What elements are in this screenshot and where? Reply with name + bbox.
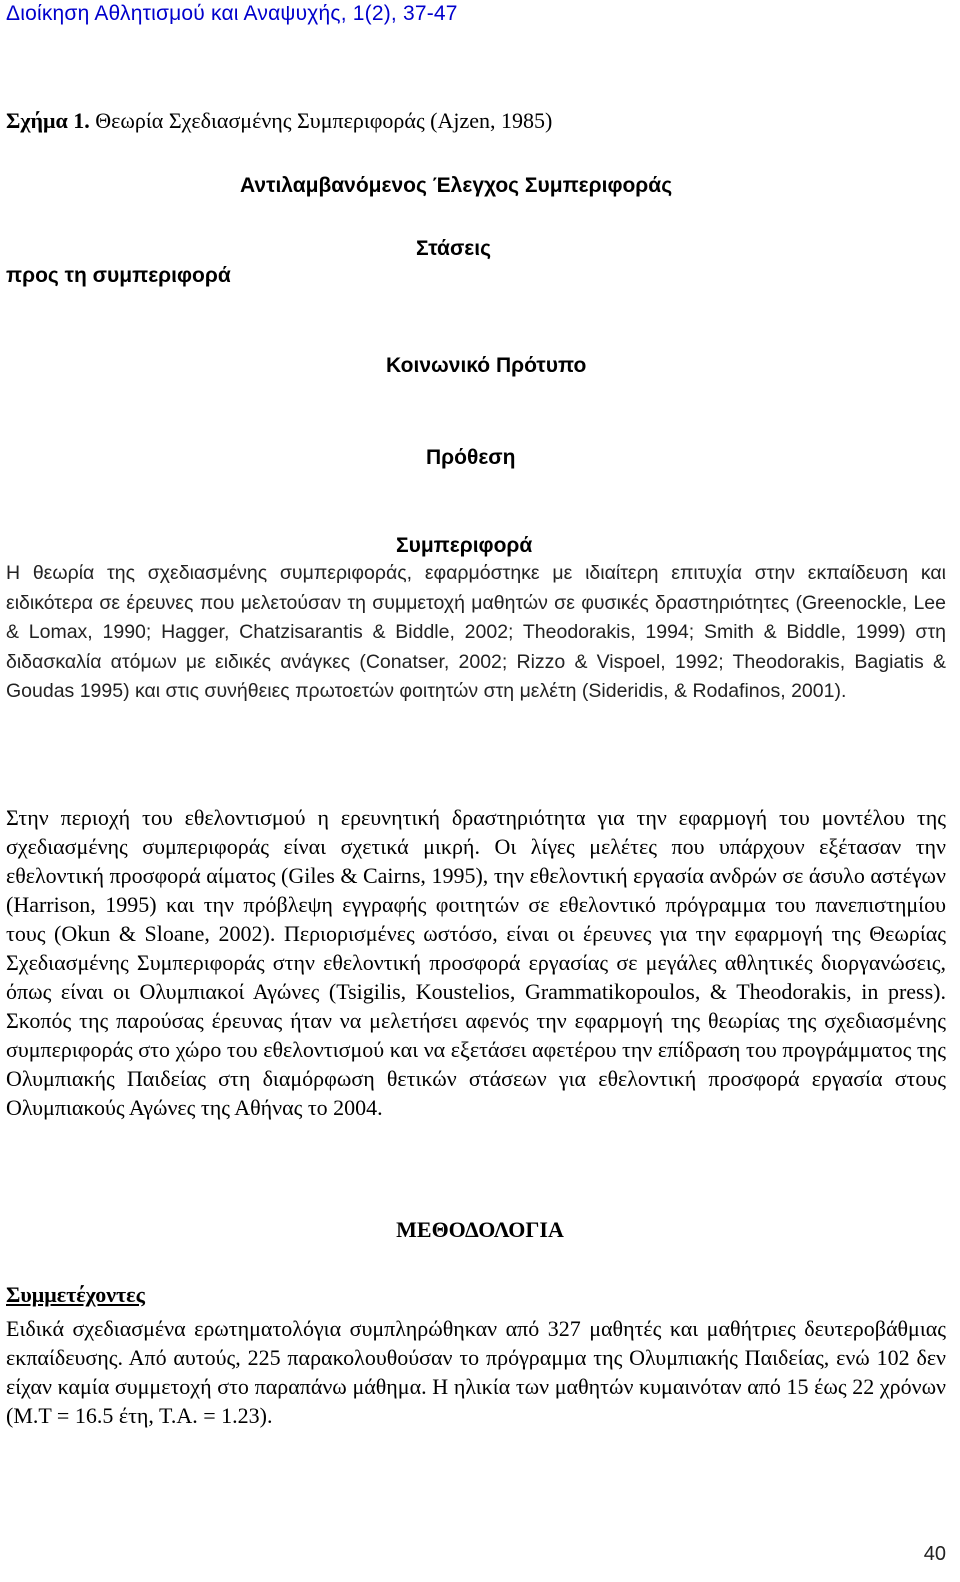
node-attitudes-continued: προς τη συμπεριφορά bbox=[6, 264, 231, 287]
node-social-norm: Κοινωνικό Πρότυπο bbox=[386, 354, 587, 377]
node-attitudes: Στάσεις bbox=[416, 237, 492, 260]
figure-caption bbox=[6, 108, 552, 134]
body-paragraph-1: Η θεωρία της σχεδιασμένης συμπεριφοράς, εφαρμόστηκε με ιδιαίτερη επιτυχία στην εκπαίδευση και ειδικότερα σε έρευνες που μελετούσαν τη συμμετοχή μαθητών σε φυσικές δραστηριότητες (Greenockle, Lee & Lomax, 1990; Hagger, Chatzisarantis & Biddle, 2002; Theodorakis, 1994; Smith & Biddle, 1999) στη διδασκαλία ατόμων με ειδικές ανάγκες (Conatser, 2002; Rizzo & Vispoel, 1992; Theodorakis, Bagiatis & Goudas 1995) και στις συνήθειες πρωτοετών φοιτητών στη μελέτη (Sideridis, & Rodafinos, 2001). bbox=[6, 562, 946, 702]
body-paragraph-3: Ειδικά σχεδιασμένα ερωτηματολόγια συμπληρώθηκαν από 327 μαθητές και μαθήτριες δευτεροβάθμιας εκπαίδευσης. Από αυτούς, 225 παρακολουθούσαν το πρόγραμμα της Ολυμπιακής Παιδείας, ενώ 102 δεν είχαν καμία συμμετοχή στο παραπάνω μάθημα. Η ηλικία των μαθητών κυμαινόταν από 15 έως 22 χρόνων (Μ.Τ = 16.5 έτη, Τ.Α. = 1.23). bbox=[6, 1316, 946, 1428]
section-title: ΜΕΘΟΔΟΛΟΓΙΑ bbox=[396, 1217, 564, 1242]
node-intention: Πρόθεση bbox=[426, 446, 516, 469]
node-perceived-control: Αντιλαμβανόμενος Έλεγχος Συμπεριφοράς bbox=[240, 174, 673, 197]
figure-label: Σχήμα 1. bbox=[6, 108, 90, 133]
node-behavior: Συμπεριφορά bbox=[396, 534, 533, 557]
figure-caption-text: Θεωρία Σχεδιασμένης Συμπεριφοράς (Ajzen, 1985) bbox=[89, 108, 553, 133]
body-paragraph-2: Στην περιοχή του εθελοντισμού η ερευνητική δραστηριότητα για την εφαρμογή του μοντέλου της σχεδιασμένης συμπεριφοράς είναι σχετικά μικρή. Οι λίγες μελέτες που υπάρχουν εξέτασαν την εθελοντική προσφορά αίματος (Giles & Cairns, 1995), την εθελοντική εργασία ανδρών σε άσυλο αστέγων (Harrison, 1995) και την πρόβλεψη εγγραφής φοιτητών σε εθελοντικό πρόγραμμα του πανεπιστημίου τους (Okun & Sloane, 2002). Περιορισμένες ωστόσο, είναι οι έρευνες για την εφαρμογή της Θεωρίας Σχεδιασμένης Συμπεριφοράς στην εθελοντική προσφορά εργασίας σε μεγάλες αθλητικές διοργανώσεις, όπως είναι οι Ολυμπιακοί Αγώνες (Tsigilis, Koustelios, Grammatikopoulos, & Theodorakis, in press). Σκοπός της παρούσας έρευνας ήταν να μελετήσει αφενός την εφαρμογή της θεωρίας της σχεδιασμένης συμπεριφοράς στο χώρο του εθελοντισμού και να εξετάσει αφετέρου την επίδραση του προγράμματος της Ολυμπιακής Παιδείας στη διαμόρφωση θετικών στάσεων για εθελοντική προσφορά εργασία στους Ολυμπιακούς Αγώνες της Αθήνας το 2004. bbox=[6, 805, 946, 1120]
page-number: 40 bbox=[923, 1543, 946, 1565]
subheading: Συμμετέχοντες bbox=[6, 1282, 145, 1307]
journal-header: Διοίκηση Αθλητισμού και Αναψυχής, 1(2), 37-47 bbox=[6, 2, 458, 25]
